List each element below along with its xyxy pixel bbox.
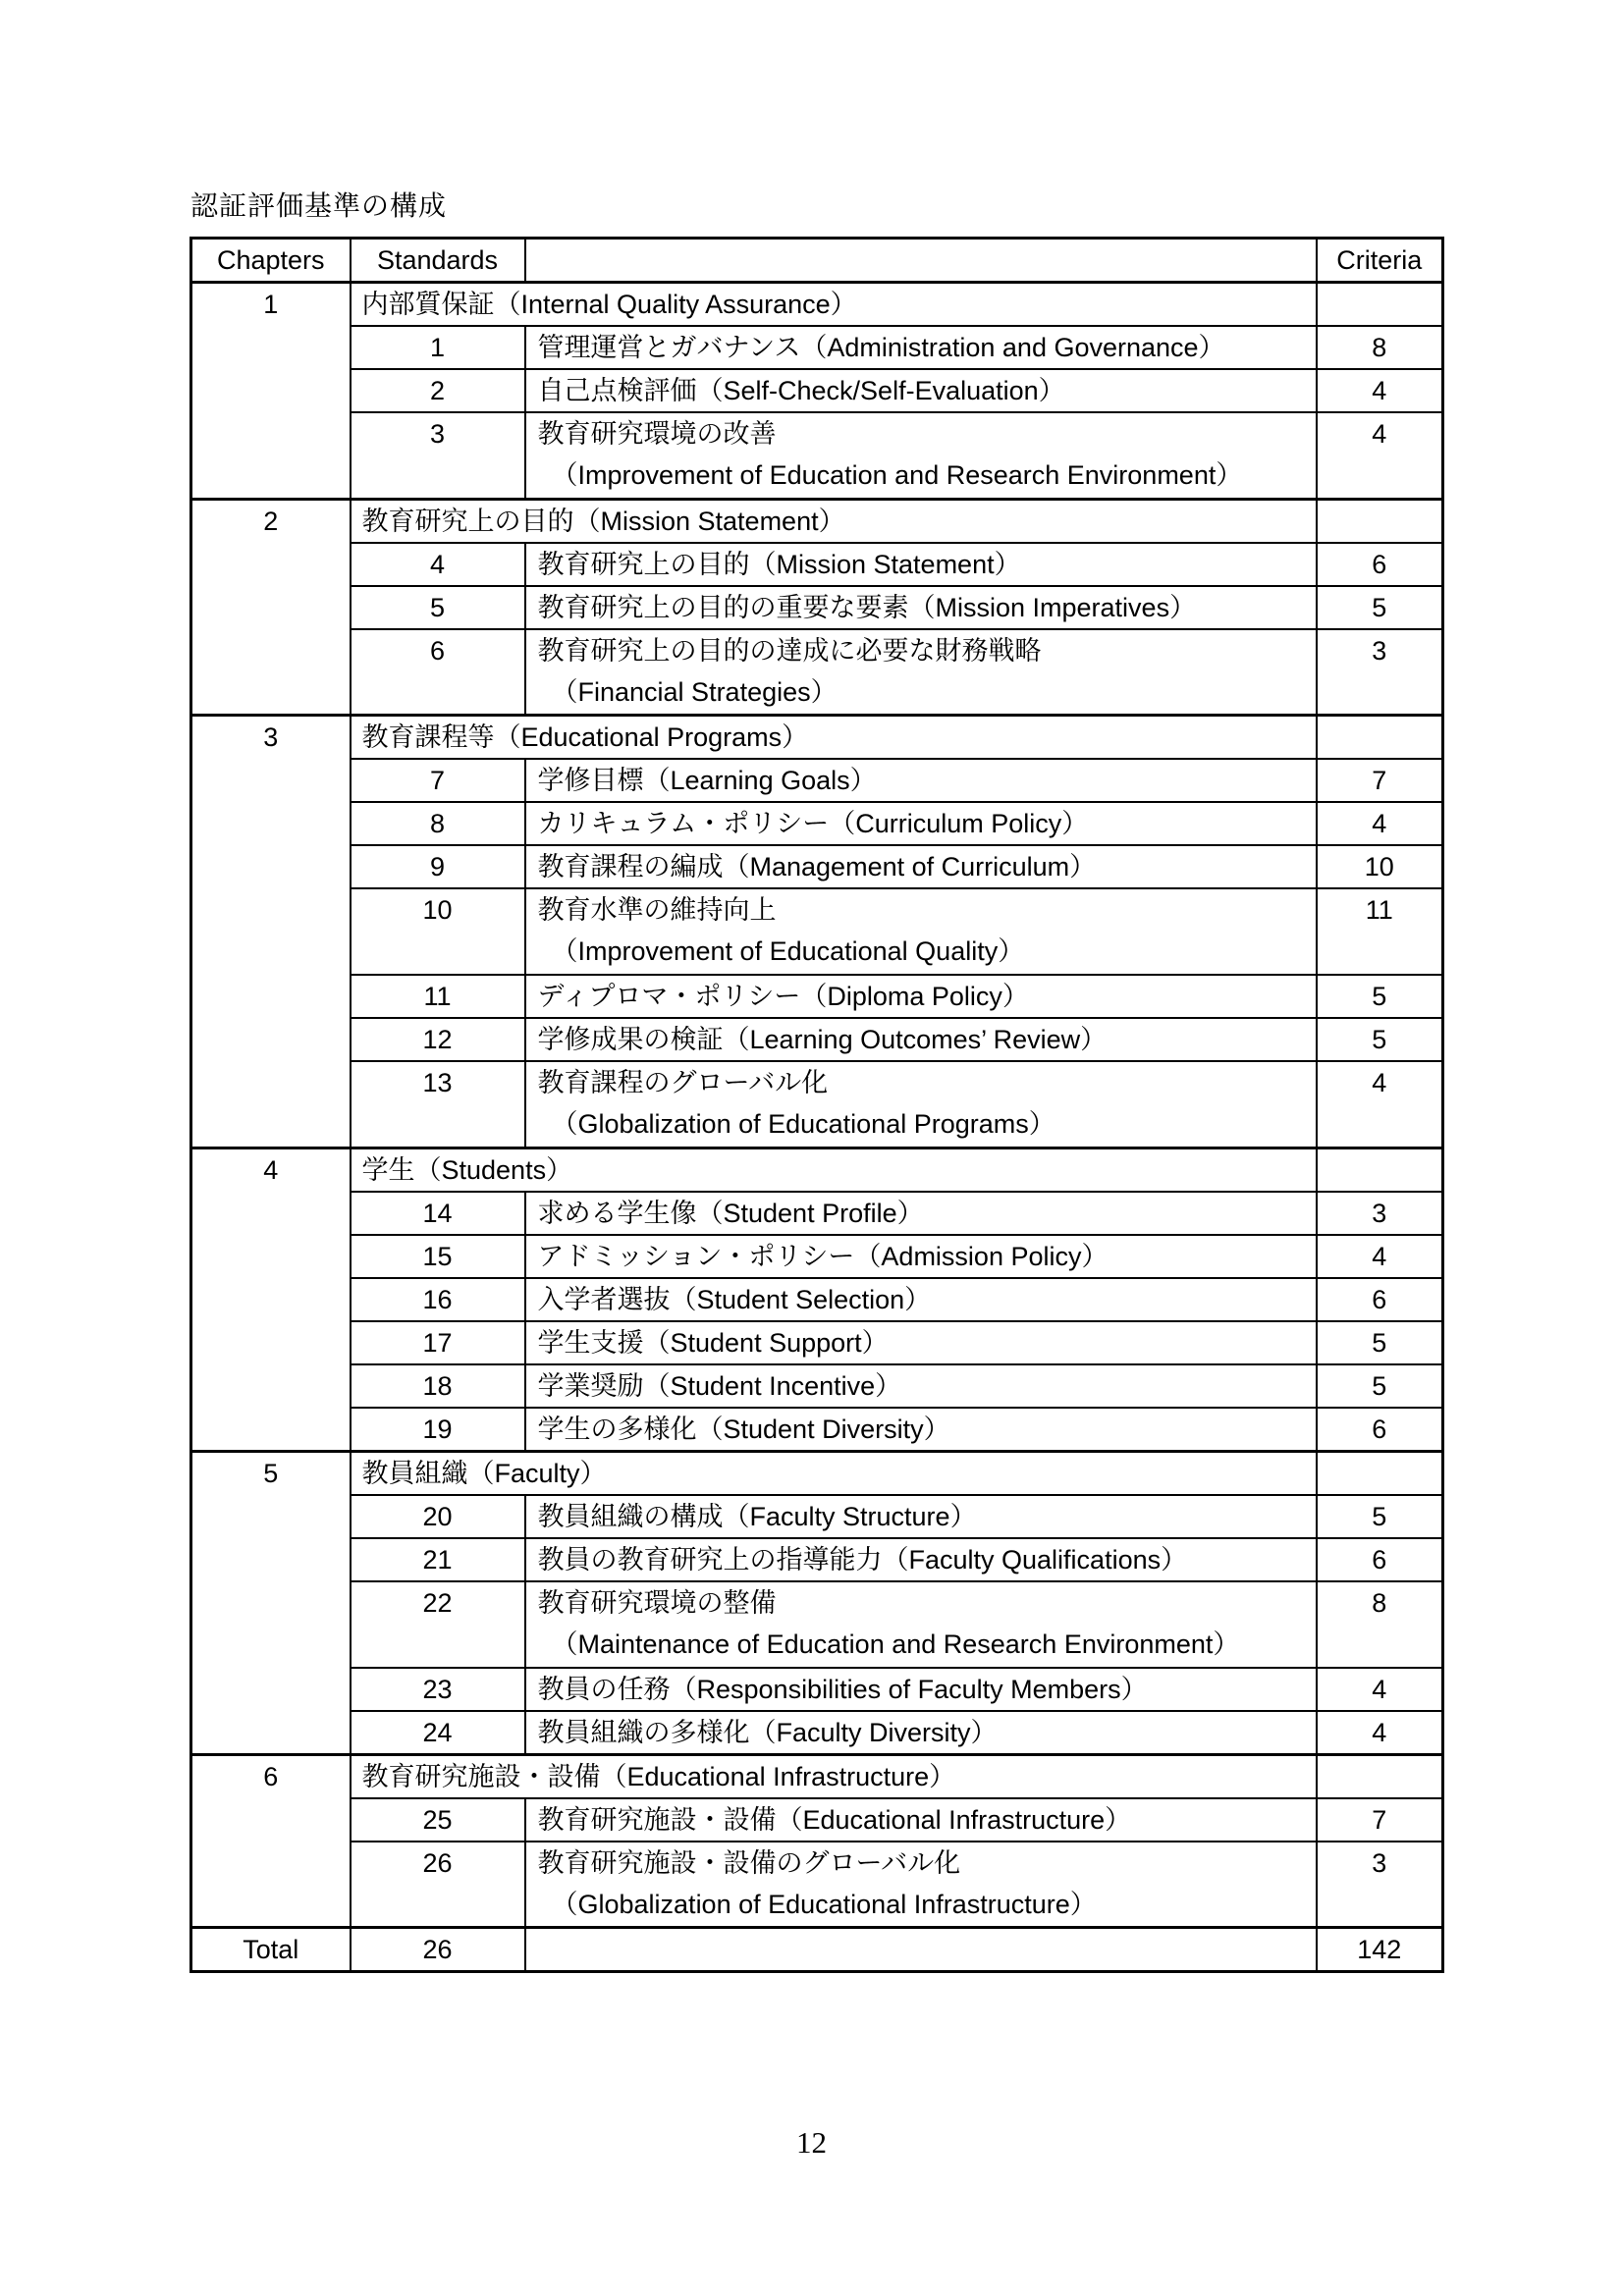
standard-number-cell: 18 xyxy=(351,1364,525,1408)
standard-description-cell xyxy=(525,1495,1317,1538)
standard-description-cell xyxy=(525,1018,1317,1061)
standard-number-cell: 6 xyxy=(351,629,525,716)
standard-title-text: 教育水準の維持向上 xyxy=(537,895,777,925)
criteria-cell: 3 xyxy=(1317,629,1443,716)
standard-description-cell xyxy=(525,1061,1317,1148)
criteria-cell: 5 xyxy=(1317,1018,1443,1061)
criteria-cell: 4 xyxy=(1317,1711,1443,1755)
chapter-row xyxy=(191,1148,1443,1192)
standard-description-cell xyxy=(525,543,1317,586)
standard-number-cell: 14 xyxy=(351,1192,525,1235)
chapter-number-cell: 5 xyxy=(191,1451,351,1754)
standard-description-cell xyxy=(525,369,1317,412)
standard-title-translation: （Improvement of Education and Research Environment） xyxy=(551,460,1243,490)
chapter-number-cell: 1 xyxy=(191,283,351,500)
standard-title-text: ディプロマ・ポリシー（Diploma Policy） xyxy=(537,982,1029,1011)
standard-row xyxy=(191,1018,1443,1061)
standard-number-cell: 11 xyxy=(351,975,525,1018)
standard-description-cell xyxy=(525,586,1317,629)
standard-number-cell: 10 xyxy=(351,888,525,975)
standard-description-cell xyxy=(525,326,1317,369)
standard-number-cell: 12 xyxy=(351,1018,525,1061)
chapter-row xyxy=(191,716,1443,760)
standard-title-text: 教育課程のグローバル化 xyxy=(537,1068,829,1097)
standard-title-text: 教育研究上の目的の達成に必要な財務戦略 xyxy=(537,635,1042,666)
standard-number-cell: 4 xyxy=(351,543,525,586)
page-number: 12 xyxy=(796,2125,827,2160)
criteria-cell: 8 xyxy=(1317,326,1443,369)
standard-number-cell: 5 xyxy=(351,586,525,629)
standard-title-text: 管理運営とガバナンス（Administration and Governance） xyxy=(537,333,1225,362)
criteria-cell xyxy=(1317,499,1443,543)
standard-number-cell: 23 xyxy=(351,1668,525,1711)
standard-row xyxy=(191,412,1443,499)
standard-number-cell: 26 xyxy=(351,1842,525,1928)
standard-row xyxy=(191,802,1443,845)
standard-number-cell: 16 xyxy=(351,1278,525,1321)
standard-row xyxy=(191,543,1443,586)
chapter-title-cell: 教育研究施設・設備（Educational Infrastructure） xyxy=(351,1754,1317,1798)
standard-description-cell xyxy=(525,1408,1317,1452)
standard-number-cell: 25 xyxy=(351,1798,525,1842)
chapter-number-cell: 2 xyxy=(191,499,351,716)
standard-description-cell xyxy=(525,845,1317,888)
total-label-cell: Total xyxy=(191,1928,351,1972)
standard-number-cell: 13 xyxy=(351,1061,525,1148)
standard-description-cell xyxy=(525,1321,1317,1364)
standard-title-text: 教員の任務（Responsibilities of Faculty Members） xyxy=(537,1674,1148,1704)
standard-title-text: 教育課程の編成（Management of Curriculum） xyxy=(537,852,1097,881)
criteria-cell: 4 xyxy=(1317,1061,1443,1148)
standard-description-cell xyxy=(525,1711,1317,1755)
criteria-cell: 3 xyxy=(1317,1842,1443,1928)
standard-title-text: 学生支援（Student Support） xyxy=(537,1327,889,1358)
total-description-cell xyxy=(525,1928,1317,1972)
criteria-cell: 6 xyxy=(1317,1278,1443,1321)
criteria-cell xyxy=(1317,283,1443,327)
standard-number-cell: 15 xyxy=(351,1235,525,1278)
header-cell-chapters: Chapters xyxy=(191,239,351,283)
standard-title-translation: （Globalization of Educational Infrastructure） xyxy=(551,1889,1097,1919)
standard-row xyxy=(191,1711,1443,1755)
standard-description-cell xyxy=(525,888,1317,975)
standard-number-cell: 7 xyxy=(351,759,525,802)
standard-number-cell: 24 xyxy=(351,1711,525,1755)
criteria-cell: 4 xyxy=(1317,1668,1443,1711)
criteria-cell xyxy=(1317,1148,1443,1192)
standard-row xyxy=(191,629,1443,716)
standard-number-cell: 9 xyxy=(351,845,525,888)
criteria-cell: 4 xyxy=(1317,369,1443,412)
chapter-title-cell: 学生（Students） xyxy=(351,1148,1317,1192)
criteria-cell: 8 xyxy=(1317,1581,1443,1668)
standard-row xyxy=(191,975,1443,1018)
criteria-cell: 5 xyxy=(1317,1495,1443,1538)
chapter-number-cell: 4 xyxy=(191,1148,351,1451)
standard-number-cell: 3 xyxy=(351,412,525,499)
standard-description-cell xyxy=(525,1798,1317,1842)
header-cell-criteria: Criteria xyxy=(1317,239,1443,283)
standard-row xyxy=(191,1278,1443,1321)
standard-title-text: カリキュラム・ポリシー（Curriculum Policy） xyxy=(537,809,1089,838)
chapter-row xyxy=(191,283,1443,327)
standard-title-text: 学修成果の検証（Learning Outcomes’ Review） xyxy=(537,1025,1108,1054)
criteria-cell: 7 xyxy=(1317,1798,1443,1842)
criteria-cell: 11 xyxy=(1317,888,1443,975)
standard-title-text: 教育研究環境の整備 xyxy=(537,1587,777,1618)
standard-description-cell xyxy=(525,1278,1317,1321)
standard-row xyxy=(191,326,1443,369)
standard-row xyxy=(191,1581,1443,1668)
standard-title-text: 教育研究上の目的（Mission Statement） xyxy=(537,549,1021,579)
standard-title-text: 教員組織の構成（Faculty Structure） xyxy=(537,1501,977,1531)
standard-description-cell xyxy=(525,802,1317,845)
criteria-cell: 5 xyxy=(1317,1321,1443,1364)
standards-table xyxy=(189,237,1444,1973)
standard-row xyxy=(191,1192,1443,1235)
chapter-title-cell: 教育研究上の目的（Mission Statement） xyxy=(351,499,1317,543)
standard-row xyxy=(191,845,1443,888)
standard-title-text: アドミッション・ポリシー（Admission Policy） xyxy=(537,1241,1109,1271)
standard-title-translation: （Financial Strategies） xyxy=(551,676,838,707)
criteria-cell: 10 xyxy=(1317,845,1443,888)
standard-title-text: 自己点検評価（Self-Check/Self-Evaluation） xyxy=(537,376,1065,405)
total-standards-cell: 26 xyxy=(351,1928,525,1972)
standard-description-cell xyxy=(525,1192,1317,1235)
criteria-cell: 4 xyxy=(1317,412,1443,499)
criteria-cell: 7 xyxy=(1317,759,1443,802)
header-cell-standards: Standards xyxy=(351,239,525,283)
criteria-cell: 4 xyxy=(1317,802,1443,845)
standard-number-cell: 19 xyxy=(351,1408,525,1452)
standard-description-cell xyxy=(525,975,1317,1018)
standard-row xyxy=(191,1321,1443,1364)
standard-title-text: 学生の多様化（Student Diversity） xyxy=(537,1414,950,1444)
chapter-title-cell: 内部質保証（Internal Quality Assurance） xyxy=(351,283,1317,327)
standard-row xyxy=(191,1798,1443,1842)
standard-title-text: 学修目標（Learning Goals） xyxy=(537,766,877,795)
standard-description-cell xyxy=(525,1581,1317,1668)
criteria-cell xyxy=(1317,716,1443,760)
standard-title-translation: （Globalization of Educational Programs） xyxy=(551,1109,1055,1139)
standard-row xyxy=(191,1235,1443,1278)
criteria-cell xyxy=(1317,1754,1443,1798)
criteria-cell: 6 xyxy=(1317,543,1443,586)
criteria-cell: 6 xyxy=(1317,1408,1443,1452)
standard-row xyxy=(191,759,1443,802)
standard-number-cell: 22 xyxy=(351,1581,525,1668)
standard-number-cell: 17 xyxy=(351,1321,525,1364)
page-title: 認証評価基準の構成 xyxy=(190,190,448,221)
chapter-row xyxy=(191,1451,1443,1495)
standard-title-text: 教員の教育研究上の指導能力（Faculty Qualifications） xyxy=(537,1544,1188,1575)
criteria-cell xyxy=(1317,1451,1443,1495)
standard-row xyxy=(191,1538,1443,1581)
standard-description-cell xyxy=(525,629,1317,716)
standard-title-text: 学業奨励（Student Incentive） xyxy=(537,1370,902,1401)
standard-description-cell xyxy=(525,412,1317,499)
total-criteria-cell: 142 xyxy=(1317,1928,1443,1972)
standard-row xyxy=(191,1668,1443,1711)
standard-description-cell xyxy=(525,759,1317,802)
standard-description-cell xyxy=(525,1668,1317,1711)
standard-row xyxy=(191,1495,1443,1538)
standard-number-cell: 1 xyxy=(351,326,525,369)
standard-number-cell: 8 xyxy=(351,802,525,845)
standard-title-text: 入学者選抜（Student Selection） xyxy=(537,1284,932,1314)
criteria-cell: 5 xyxy=(1317,975,1443,1018)
standard-title-text: 教員組織の多様化（Faculty Diversity） xyxy=(537,1717,998,1747)
standard-description-cell xyxy=(525,1842,1317,1928)
standard-title-text: 教育研究施設・設備のグローバル化 xyxy=(537,1847,961,1878)
standard-row xyxy=(191,888,1443,975)
criteria-cell: 6 xyxy=(1317,1538,1443,1581)
criteria-cell: 5 xyxy=(1317,1364,1443,1408)
standard-row xyxy=(191,1061,1443,1148)
standard-description-cell xyxy=(525,1235,1317,1278)
standard-row xyxy=(191,1842,1443,1928)
standard-title-text: 教育研究環境の改善 xyxy=(537,419,777,449)
standard-title-text: 教育研究上の目的の重要な要素（Mission Imperatives） xyxy=(537,592,1197,622)
standard-title-translation: （Maintenance of Education and Research Environment） xyxy=(551,1629,1240,1659)
standard-number-cell: 2 xyxy=(351,369,525,412)
chapter-row xyxy=(191,499,1443,543)
standard-row xyxy=(191,369,1443,412)
standard-number-cell: 20 xyxy=(351,1495,525,1538)
standard-description-cell xyxy=(525,1538,1317,1581)
chapter-number-cell: 3 xyxy=(191,716,351,1148)
standard-title-text: 求める学生像（Student Profile） xyxy=(537,1198,924,1228)
standard-description-cell xyxy=(525,1364,1317,1408)
standard-title-translation: （Improvement of Educational Quality） xyxy=(551,936,1025,966)
standard-title-text: 教育研究施設・設備（Educational Infrastructure） xyxy=(537,1804,1132,1835)
chapter-title-cell: 教育課程等（Educational Programs） xyxy=(351,716,1317,760)
chapter-row xyxy=(191,1754,1443,1798)
standard-row xyxy=(191,1364,1443,1408)
standard-number-cell: 21 xyxy=(351,1538,525,1581)
chapter-title-cell: 教員組織（Faculty） xyxy=(351,1451,1317,1495)
standard-row xyxy=(191,1408,1443,1452)
criteria-cell: 5 xyxy=(1317,586,1443,629)
header-cell-description xyxy=(525,239,1317,283)
criteria-cell: 3 xyxy=(1317,1192,1443,1235)
criteria-cell: 4 xyxy=(1317,1235,1443,1278)
total-row xyxy=(191,1928,1443,1972)
header-row xyxy=(191,239,1443,283)
standard-row xyxy=(191,586,1443,629)
chapter-number-cell: 6 xyxy=(191,1754,351,1928)
